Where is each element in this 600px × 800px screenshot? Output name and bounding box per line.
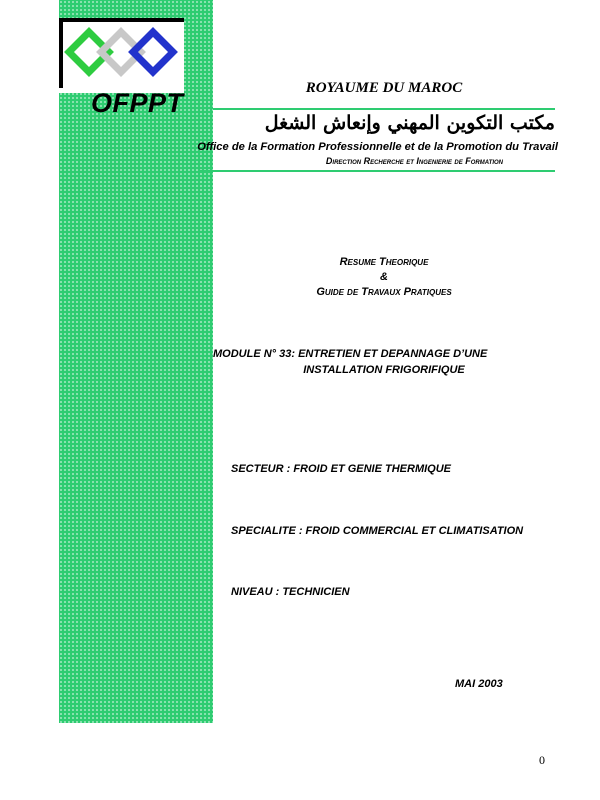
- publication-date: MAI 2003: [455, 678, 503, 690]
- level-line: NIVEAU : TECHNICIEN: [231, 586, 350, 598]
- logo-text: OFPPT: [91, 88, 184, 118]
- module-title-line2: INSTALLATION FRIGORIFIQUE: [303, 364, 465, 376]
- guide-heading: Guide de Travaux Pratiques: [316, 286, 452, 298]
- ofppt-logo-icon: [59, 18, 184, 93]
- arabic-title: مكتب التكوين المهني وإنعاش الشغل: [264, 112, 555, 134]
- direction-name: Direction Recherche et Ingenierie de Formation: [325, 156, 503, 166]
- top-divider: [213, 108, 555, 110]
- module-title-line1: MODULE N° 33: ENTRETIEN ET DEPANNAGE D’UNE: [213, 348, 488, 360]
- kingdom-title: ROYAUME DU MAROC: [305, 80, 463, 96]
- resume-heading: Resume Theorique: [339, 256, 429, 268]
- sector-line: SECTEUR : FROID ET GENIE THERMIQUE: [231, 463, 452, 475]
- office-name: Office de la Formation Professionnelle et de la Promotion du Travail: [197, 141, 558, 153]
- ampersand: &: [380, 271, 388, 283]
- page-number: 0: [539, 753, 545, 767]
- bottom-divider: [198, 170, 555, 172]
- specialty-line: SPECIALITE : FROID COMMERCIAL ET CLIMATISATION: [231, 525, 524, 537]
